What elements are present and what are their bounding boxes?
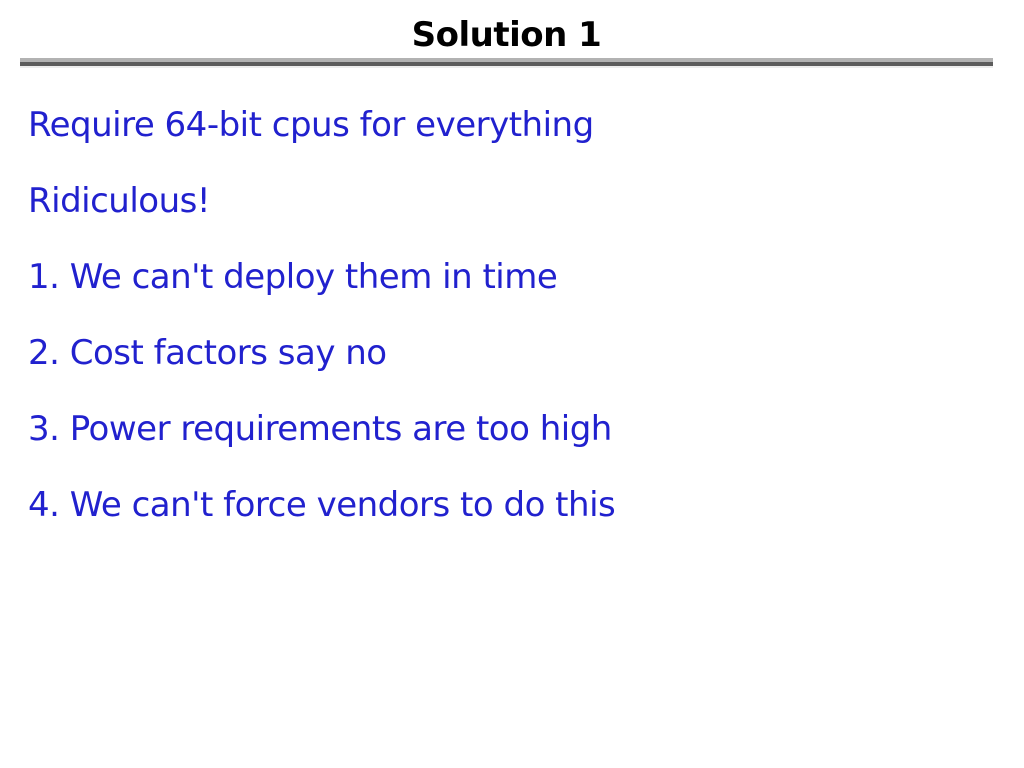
title-divider-highlight <box>20 66 993 68</box>
body-line: 2. Cost factors say no <box>28 333 387 373</box>
title-divider <box>20 58 993 68</box>
body-line: Ridiculous! <box>28 181 210 221</box>
body-line: 3. Power requirements are too high <box>28 409 612 449</box>
slide-body <box>28 103 988 559</box>
body-line: Require 64-bit cpus for everything <box>28 105 594 145</box>
body-line: 4. We can't force vendors to do this <box>28 485 616 525</box>
body-line: 1. We can't deploy them in time <box>28 257 558 297</box>
slide-title: Solution 1 <box>411 15 602 55</box>
